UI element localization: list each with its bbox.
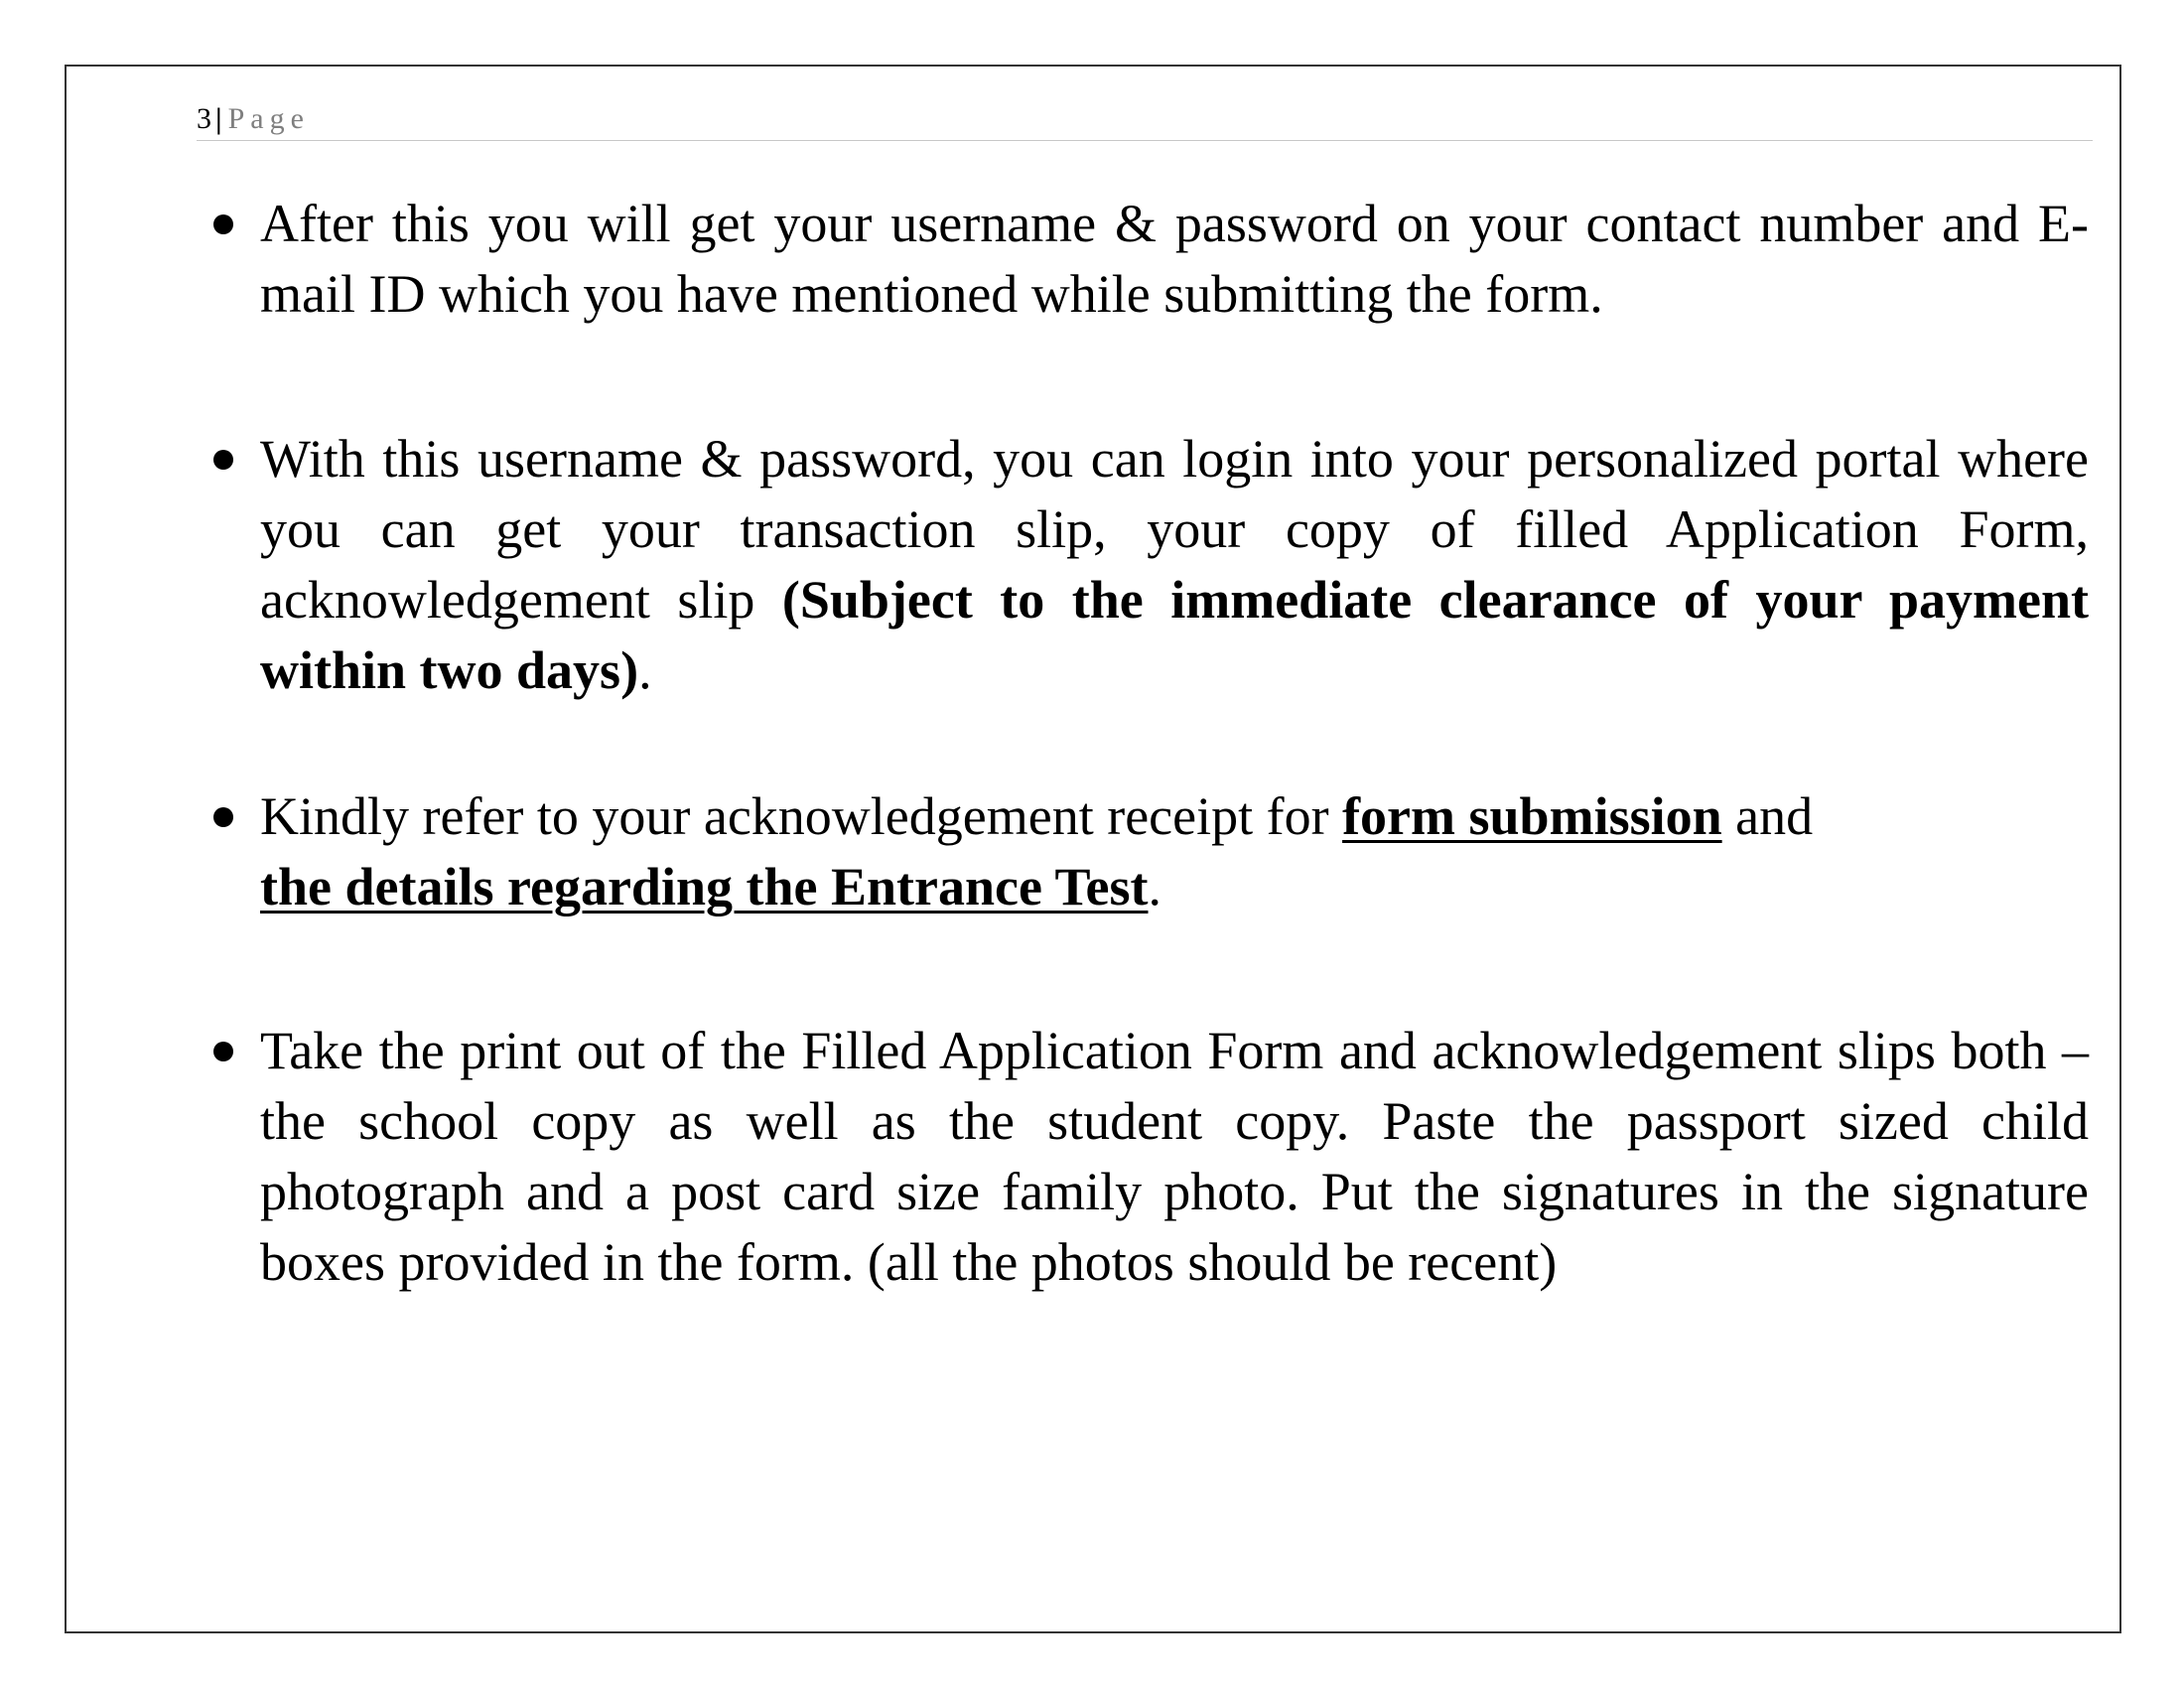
list-item — [260, 781, 2089, 922]
page-label: Page — [227, 102, 310, 135]
page-number: 3 — [197, 102, 211, 135]
list-item — [260, 189, 2089, 330]
bullet-text-end: . — [1148, 857, 1161, 916]
bullet-text: Take the print out of the Filled Application Form and acknowledgement slips both – the school copy as well as the student copy. Paste the passport sized child photograph and a post card size family photo. Put the signatures in the signature boxes provided in the form. (all the photos should be recent) — [260, 1021, 2089, 1292]
bullet-text-mid: and — [1721, 786, 1814, 846]
list-item — [260, 1016, 2089, 1298]
page-separator: | — [215, 102, 222, 135]
bullet-text: Kindly refer to your acknowledgement receipt for — [260, 786, 1343, 846]
bullet-icon — [213, 450, 233, 470]
bullet-text: With this username & password, you can login into your personalized portal where you can get your transaction slip, your copy of filled Application Form, acknowledgement slip — [260, 429, 2089, 630]
page-header — [197, 99, 2093, 141]
bullet-icon — [213, 807, 233, 827]
form-submission-link[interactable]: form submission — [1342, 786, 1722, 846]
bullet-icon — [213, 1042, 233, 1061]
payment-clearance-note: (Subject to the immediate clearance of your payment within two days) — [260, 570, 2089, 700]
bullet-text-end: . — [638, 640, 652, 700]
list-item — [260, 424, 2089, 706]
entrance-test-details-link[interactable]: the details regarding the Entrance Test — [260, 857, 1149, 916]
bullet-text: After this you will get your username & password on your contact number and E-mail ID which you have mentioned while submitting the form. — [260, 194, 2089, 324]
bullet-icon — [213, 214, 233, 234]
